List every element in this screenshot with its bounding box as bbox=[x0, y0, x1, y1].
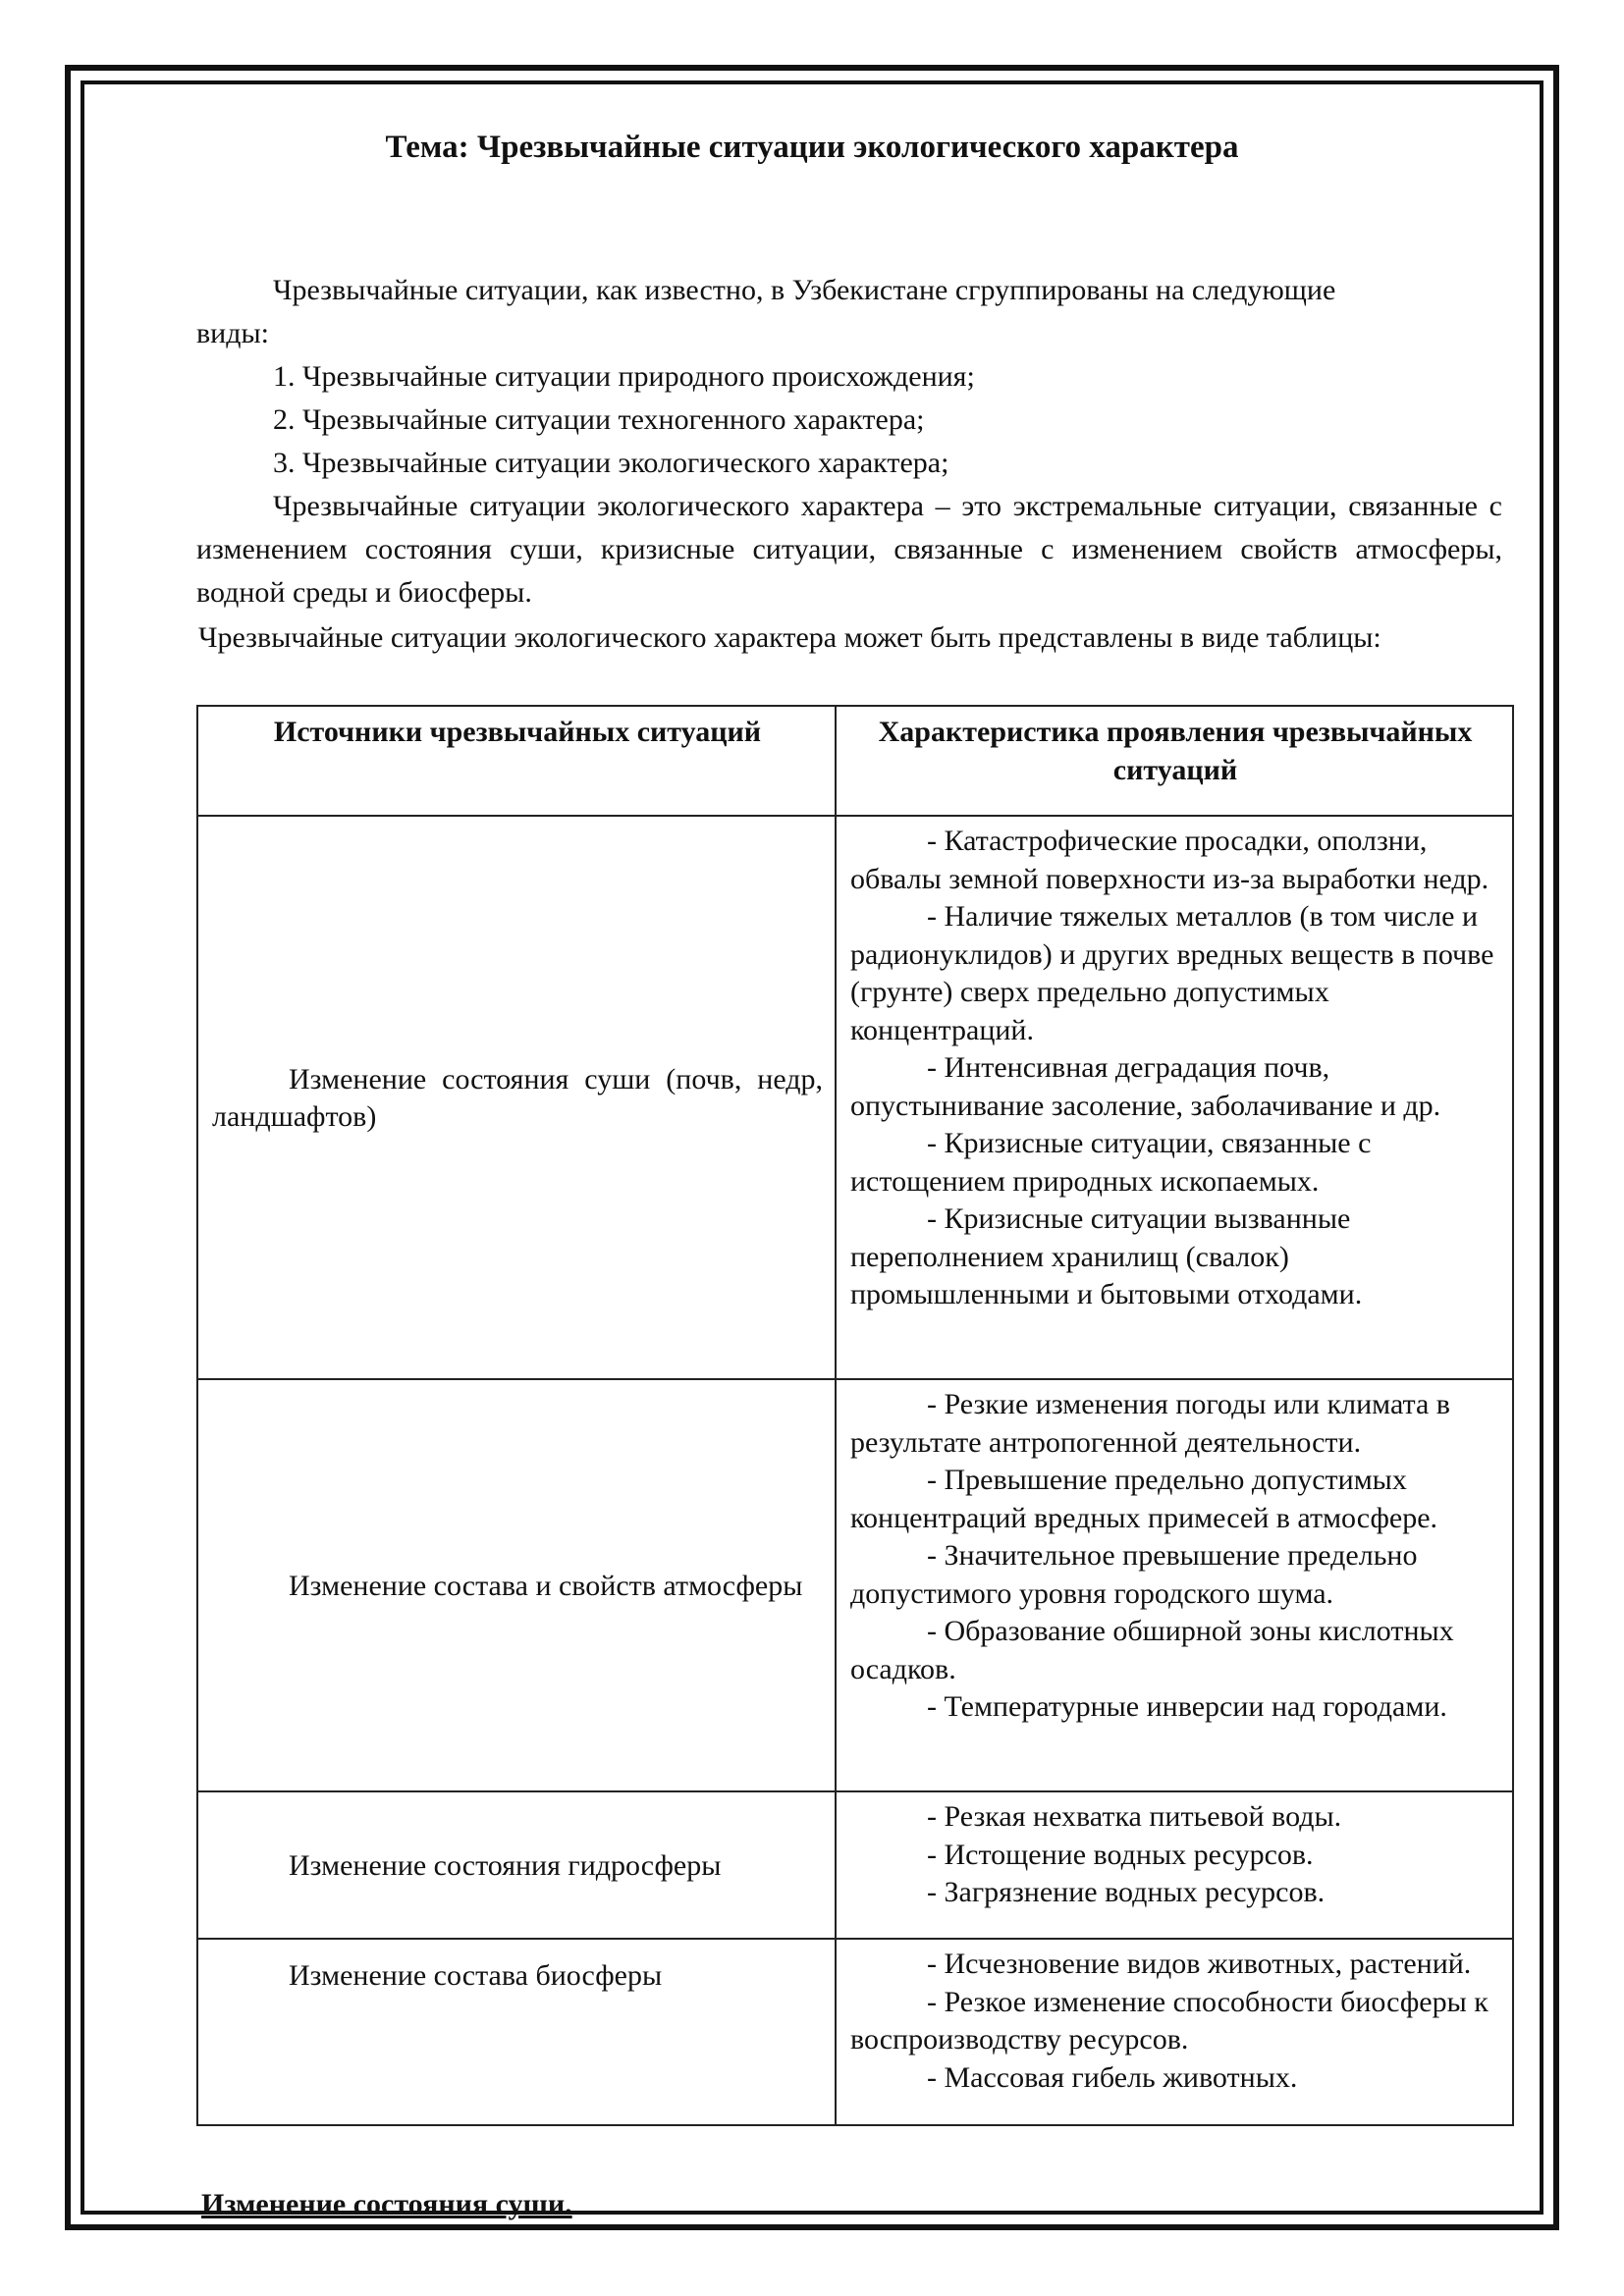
characteristic-text: - Катастрофические просадки, оползни, обвалы земной поверхности из-за выработки недр. bbox=[850, 825, 1489, 895]
characteristic-item bbox=[850, 823, 1500, 898]
characteristic-item bbox=[850, 1613, 1500, 1688]
characteristics-cell bbox=[836, 1379, 1513, 1791]
characteristic-item bbox=[850, 1049, 1500, 1125]
characteristic-item bbox=[850, 1837, 1500, 1875]
table-row bbox=[197, 1939, 1513, 2125]
table-row bbox=[197, 1379, 1513, 1791]
characteristics-cell bbox=[836, 1939, 1513, 2125]
table-row bbox=[197, 1791, 1513, 1939]
source-cell bbox=[197, 1379, 836, 1791]
characteristic-text: - Массовая гибель животных. bbox=[927, 2060, 1298, 2094]
characteristic-text: - Резкая нехватка питьевой воды. bbox=[927, 1800, 1342, 1833]
characteristic-text: - Кризисные ситуации вызванные переполнением хранилищ (свалок) промышленными и бытовыми отходами. bbox=[850, 1202, 1363, 1310]
characteristic-item bbox=[850, 1386, 1500, 1462]
characteristic-item bbox=[850, 1125, 1500, 1201]
list-item: 3. Чрезвычайные ситуации экологического характера; bbox=[273, 447, 949, 479]
intro-block bbox=[196, 269, 1502, 614]
table-intro-text: Чрезвычайные ситуации экологического характера может быть представлены в виде таблицы: bbox=[198, 621, 1381, 654]
table-header-row bbox=[197, 706, 1513, 816]
table-intro bbox=[196, 616, 1502, 660]
source-label: Изменение состава и свойств атмосферы bbox=[289, 1569, 803, 1602]
ecology-table bbox=[196, 705, 1514, 2126]
characteristic-item bbox=[850, 1874, 1500, 1912]
characteristics-cell bbox=[836, 1791, 1513, 1939]
characteristic-item bbox=[850, 1201, 1500, 1314]
source-cell bbox=[197, 1791, 836, 1939]
characteristic-item bbox=[850, 1462, 1500, 1537]
characteristic-text: - Интенсивная деградация почв, опустынивание засоление, заболачивание и др. bbox=[850, 1051, 1441, 1122]
definition-paragraph: Чрезвычайные ситуации экологического характера – это экстремальные ситуации, связанные с изменением состояния суши, кризисные ситуации, связанные с изменением свойств атмосферы, водной среды и биосферы. bbox=[196, 490, 1502, 609]
header-characteristics: Характеристика проявления чрезвычайных ситуаций bbox=[836, 706, 1513, 816]
source-text bbox=[212, 1061, 823, 1137]
source-text bbox=[212, 1957, 823, 1996]
list-item: 2. Чрезвычайные ситуации техногенного характера; bbox=[273, 403, 925, 436]
characteristic-item bbox=[850, 2059, 1500, 2098]
characteristic-text: - Наличие тяжелых металлов (в том числе и радионуклидов) и других вредных веществ в почве (грунте) сверх предельно допустимых концентраций. bbox=[850, 900, 1494, 1046]
characteristics-cell bbox=[836, 816, 1513, 1379]
list-item: 1. Чрезвычайные ситуации природного происхождения; bbox=[273, 360, 975, 393]
source-label: Изменение состояния гидросферы bbox=[289, 1848, 722, 1882]
characteristic-item bbox=[850, 898, 1500, 1049]
section-heading: Изменение состояния суши. bbox=[201, 2188, 572, 2220]
table-row bbox=[197, 816, 1513, 1379]
characteristic-item bbox=[850, 1688, 1500, 1727]
characteristic-text: - Резкие изменения погоды или климата в результате антропогенной деятельности. bbox=[850, 1388, 1450, 1459]
characteristic-item bbox=[850, 1798, 1500, 1837]
intro-line-2: виды: bbox=[196, 317, 269, 349]
characteristic-text: - Образование обширной зоны кислотных осадков. bbox=[850, 1615, 1454, 1685]
source-cell bbox=[197, 816, 836, 1379]
source-label: Изменение состояния суши (почв, недр, ландшафтов) bbox=[212, 1062, 823, 1133]
characteristic-text: - Резкое изменение способности биосферы к воспроизводству ресурсов. bbox=[850, 1985, 1489, 2056]
characteristic-text: - Истощение водных ресурсов. bbox=[927, 1838, 1314, 1871]
characteristic-text: - Исчезновение видов животных, растений. bbox=[927, 1948, 1472, 1980]
characteristic-item bbox=[850, 1537, 1500, 1613]
characteristic-text: - Загрязнение водных ресурсов. bbox=[927, 1876, 1326, 1908]
intro-line-1: Чрезвычайные ситуации, как известно, в Узбекистане сгруппированы на следующие bbox=[273, 274, 1336, 306]
characteristic-text: - Кризисные ситуации, связанные с истощением природных ископаемых. bbox=[850, 1127, 1372, 1198]
characteristic-text: - Превышение предельно допустимых концентраций вредных примесей в атмосфере. bbox=[850, 1464, 1438, 1534]
source-label: Изменение состава биосферы bbox=[289, 1959, 663, 1992]
source-text bbox=[212, 1568, 823, 1606]
characteristic-text: - Температурные инверсии над городами. bbox=[927, 1690, 1447, 1723]
source-cell bbox=[197, 1939, 836, 2125]
characteristic-text: - Значительное превышение предельно допустимого уровня городского шума. bbox=[850, 1539, 1418, 1610]
page-title: Тема: Чрезвычайные ситуации экологического характера bbox=[385, 130, 1239, 165]
source-text bbox=[212, 1847, 823, 1886]
characteristic-item bbox=[850, 1984, 1500, 2059]
characteristic-item bbox=[850, 1946, 1500, 1984]
header-sources: Источники чрезвычайных ситуаций bbox=[197, 706, 836, 816]
